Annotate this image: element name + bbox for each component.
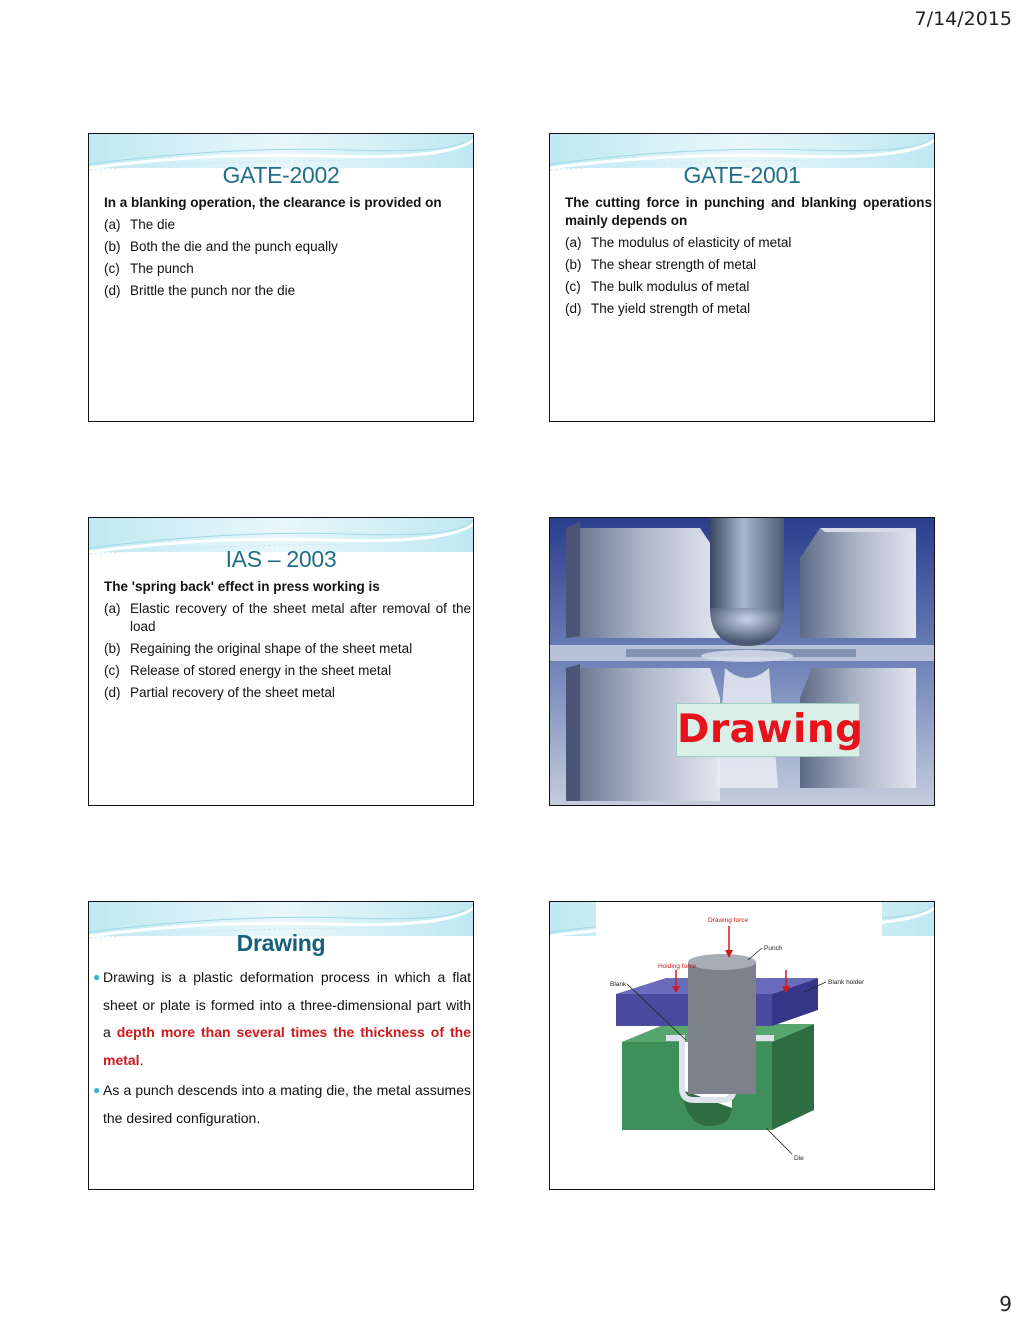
- slide-ias-2003: [88, 517, 474, 806]
- bullet-text: Drawing is a plastic deformation process in which a flat sheet or plate is formed into a three-dimensional part with a: [103, 969, 471, 1040]
- option-label: (d): [104, 685, 121, 700]
- bullet-dot-icon: ●: [93, 970, 101, 984]
- option-text: Both the die and the punch equally: [130, 239, 338, 254]
- label-punch: Punch: [764, 945, 783, 952]
- bullet-item: [93, 1077, 471, 1132]
- option-text: The shear strength of metal: [591, 257, 757, 272]
- drawing-press-illustration: [550, 518, 934, 805]
- option-label: (d): [104, 283, 121, 298]
- option-label: (c): [104, 663, 120, 678]
- option-label: (d): [565, 301, 582, 316]
- option-d: [565, 300, 932, 318]
- option-b: [104, 238, 471, 256]
- label-drawing-force: Drawing force: [708, 917, 749, 924]
- option-label: (b): [104, 239, 121, 254]
- label-blank-holder: Blank holder: [828, 979, 865, 986]
- slide-drawing-illustration: [549, 517, 935, 806]
- option-label: (c): [104, 261, 120, 276]
- option-label: (b): [565, 257, 582, 272]
- slide-title: IAS – 2003: [225, 546, 337, 572]
- page-date: 7/14/2015: [914, 8, 1012, 30]
- option-text: The bulk modulus of metal: [591, 279, 750, 294]
- option-d: [104, 684, 471, 702]
- option-b: [565, 256, 932, 274]
- option-text: Release of stored energy in the sheet metal: [130, 663, 392, 678]
- slide-drawing-diagram: [549, 901, 935, 1190]
- bullet-text-end: .: [139, 1051, 144, 1068]
- option-c: [104, 662, 471, 680]
- label-die: Die: [794, 1155, 804, 1162]
- option-c: [565, 278, 932, 296]
- label-holding-force: Holding force: [658, 963, 697, 970]
- option-label: (c): [565, 279, 581, 294]
- option-text: Elastic recovery of the sheet metal after removal of the load: [130, 601, 471, 634]
- option-d: [104, 282, 471, 300]
- option-text: Brittle the punch nor the die: [130, 283, 296, 298]
- option-c: [104, 260, 471, 278]
- slide-drawing-definition: [88, 901, 474, 1190]
- slide-title: GATE-2001: [683, 162, 801, 188]
- option-text: Partial recovery of the sheet metal: [130, 685, 335, 700]
- option-a: [104, 600, 471, 636]
- option-text: The punch: [130, 261, 194, 276]
- slide-title: Drawing: [236, 930, 326, 956]
- slide-gate-2002: [88, 133, 474, 422]
- option-b: [104, 640, 471, 658]
- label-blank: Blank: [610, 981, 627, 988]
- bullet-text: As a punch descends into a mating die, the metal assumes the desired configuration.: [103, 1082, 471, 1126]
- option-text: The die: [130, 217, 176, 232]
- question-text: In a blanking operation, the clearance is provided on: [104, 195, 442, 210]
- slide-gate-2001: [549, 133, 935, 422]
- option-text: The modulus of elasticity of metal: [591, 235, 792, 250]
- option-a: [565, 234, 932, 252]
- drawing-label: Drawing: [676, 703, 860, 757]
- drawing-process-diagram: [596, 902, 882, 1189]
- option-label: (b): [104, 641, 121, 656]
- question-text: The cutting force in punching and blanking operations mainly depends on: [565, 195, 932, 228]
- highlight-text: depth more than several times the thickness of the metal: [103, 1024, 471, 1068]
- option-label: (a): [104, 601, 121, 616]
- bullet-item: [93, 964, 471, 1074]
- bullet-dot-icon: ●: [93, 1083, 101, 1097]
- option-label: (a): [565, 235, 582, 250]
- question-text: The 'spring back' effect in press working is: [104, 579, 380, 594]
- page-number: 9: [999, 1292, 1012, 1316]
- option-text: The yield strength of metal: [591, 301, 751, 316]
- option-a: [104, 216, 471, 234]
- slide-title: GATE-2002: [222, 162, 340, 188]
- option-label: (a): [104, 217, 121, 232]
- option-text: Regaining the original shape of the sheet metal: [130, 641, 413, 656]
- diagram-area: [596, 902, 882, 1189]
